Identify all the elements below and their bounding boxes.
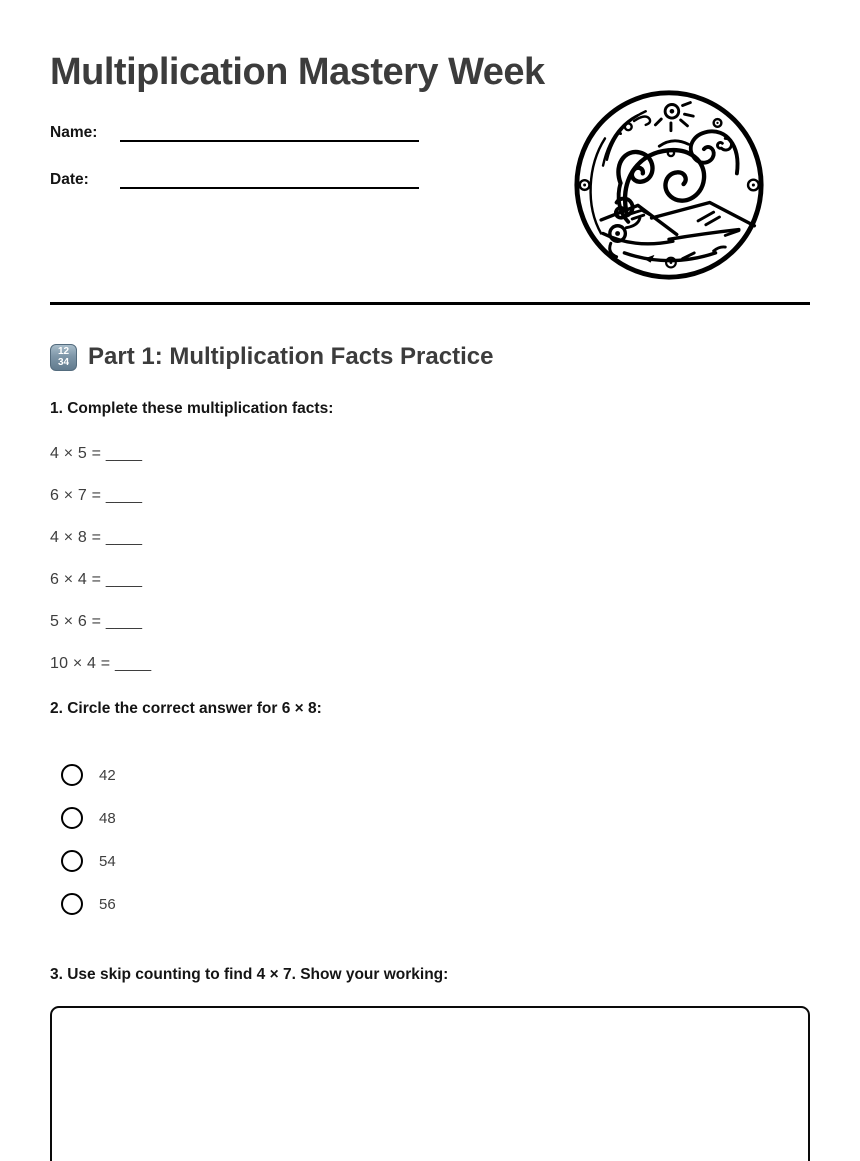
wave-sun-mountains-illustration [572,88,766,282]
choice-circle[interactable] [61,893,83,915]
date-label: Date: [50,171,89,188]
choice-label: 48 [99,809,116,827]
name-input-line[interactable] [120,123,419,142]
choice-label: 56 [99,895,116,913]
fact-line: 10 × 4 = ____ [50,655,152,672]
section-heading [50,342,810,372]
question-1-prompt: 1. Complete these multiplication facts: [50,400,334,417]
page-title: Multiplication Mastery Week [50,51,545,93]
input-numbers-icon-bottom: 34 [57,357,70,368]
working-answer-box[interactable] [50,1006,810,1161]
fact-line: 4 × 5 = ____ [50,445,143,462]
fact-line: 6 × 7 = ____ [50,487,143,504]
choice-circle[interactable] [61,764,83,786]
fact-line: 5 × 6 = ____ [50,613,143,630]
date-input-line[interactable] [120,170,419,189]
choice-circle[interactable] [61,850,83,872]
ring [577,93,761,277]
input-numbers-icon-top: 12 [57,346,70,357]
fact-line: 4 × 8 = ____ [50,529,143,546]
choice-list [50,764,810,915]
fact-line: 6 × 4 = ____ [50,571,143,588]
sun-icon [655,103,693,131]
section-title: Part 1: Multiplication Facts Practice [88,343,494,370]
choice-row [61,893,810,915]
facts-list [50,444,810,674]
choice-label: 42 [99,766,116,784]
choice-circle[interactable] [61,807,83,829]
choice-label: 54 [99,852,116,870]
choice-row [61,764,810,786]
section-divider [50,302,810,305]
input-numbers-icon [50,344,77,371]
name-label: Name: [50,124,98,141]
choice-row [61,850,810,872]
question-2-prompt: 2. Circle the correct answer for 6 × 8: [50,700,322,717]
question-3-prompt: 3. Use skip counting to find 4 × 7. Show your working: [50,966,449,983]
choice-row [61,807,810,829]
